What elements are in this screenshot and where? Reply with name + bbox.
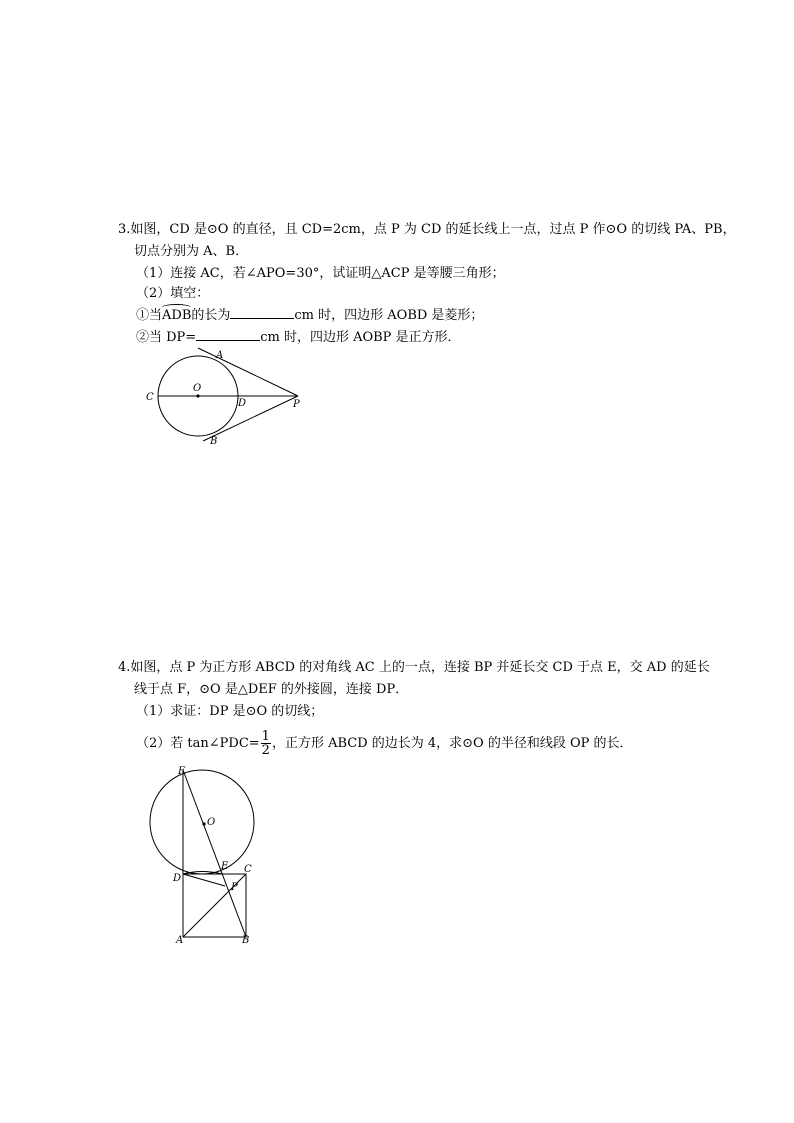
line-fb [183, 770, 246, 937]
fill1-prefix: ①当 [136, 308, 163, 323]
problem3-part2: （2）填空： [136, 286, 210, 301]
problem3-line2: 切点分别为 A、B． [134, 244, 249, 259]
label-b4: B [242, 935, 250, 946]
arc-adb: ADB [162, 308, 192, 323]
tangent-pb [203, 396, 298, 441]
label-c3: C [146, 392, 154, 403]
part2-prefix: （2）若 tan∠PDC= [136, 736, 260, 751]
label-a4: A [176, 935, 184, 946]
point-o4 [202, 822, 205, 825]
label-b3: B [210, 436, 218, 447]
label-d3: D [238, 398, 247, 409]
part2-suffix: ，正方形 ABCD 的边长为 4，求⊙O 的半径和线段 OP 的长． [271, 736, 633, 751]
problem3-part1: （1）连接 AC，若∠APO=30°，试证明△ACP 是等腰三角形； [136, 266, 505, 281]
label-o3: O [193, 383, 202, 394]
point-o3 [196, 394, 199, 397]
fill2-suffix: cm 时，四边形 AOBP 是正方形． [260, 330, 461, 345]
line-dp [183, 874, 225, 886]
problem4-part2 [136, 730, 633, 757]
figure4 [140, 760, 280, 950]
fraction-numerator: 1 [261, 729, 270, 744]
figure3 [140, 340, 310, 450]
problem4-line2: 线于点 F，⊙O 是△DEF 的外接圆，连接 DP． [134, 682, 409, 697]
label-c4: C [244, 864, 252, 875]
fraction [261, 730, 271, 757]
label-p3: P [293, 399, 300, 410]
problem3-fill1 [136, 307, 483, 324]
label-f4: F [178, 766, 185, 777]
fill1-mid: 的长为 [191, 308, 231, 323]
fill2-prefix: ②当 DP= [136, 330, 197, 345]
circle-o4 [150, 770, 254, 874]
problem4-line1: 4.如图，点 P 为正方形 ABCD 的对角线 AC 上的一点，连接 BP 并延长交 CD 于点 E，交 AD 的延长 [118, 660, 710, 675]
fill1-suffix: cm 时，四边形 AOBD 是菱形； [294, 308, 484, 323]
label-p4: P [231, 882, 238, 893]
tangent-pa [198, 348, 298, 396]
problem4-part1: （1）求证：DP 是⊙O 的切线； [136, 704, 324, 719]
problem3-line1: 3.如图，CD 是⊙O 的直径，且 CD=2cm，点 P 为 CD 的延长线上一点，过点 P 作⊙O 的切线 PA、PB， [118, 222, 736, 237]
fill1-blank [230, 307, 294, 319]
fraction-denominator: 2 [261, 743, 270, 758]
label-a3: A [216, 350, 224, 361]
label-o4: O [207, 817, 216, 828]
label-e4: E [221, 861, 229, 872]
label-d4: D [173, 873, 182, 884]
